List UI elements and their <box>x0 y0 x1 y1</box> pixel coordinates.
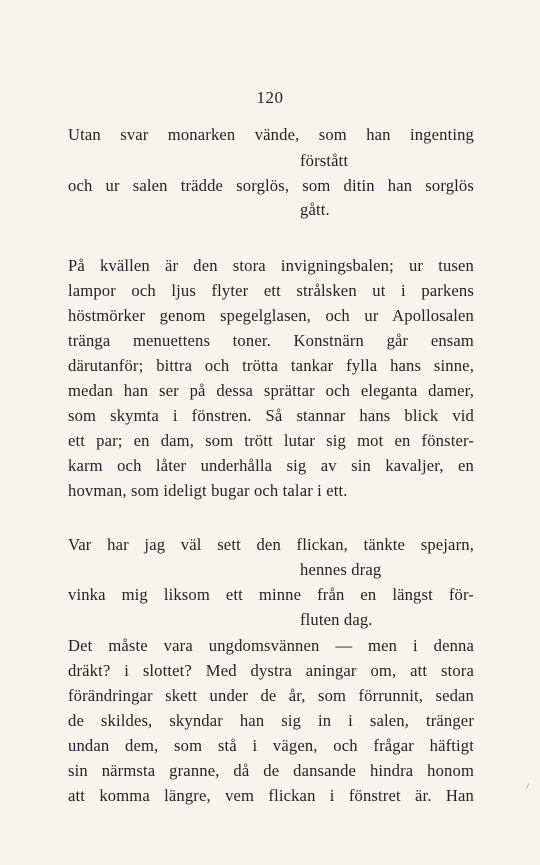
paragraph-line: dräkt? i slottet? Med dystra aningar om, att stora <box>68 661 474 680</box>
paragraph-line: hovman, som ideligt bugar och talar i ett. <box>68 481 348 500</box>
verse-line: och ur salen trädde sorglös, som ditin han sorglös <box>68 176 474 195</box>
verse-line-continuation: gått. <box>300 200 330 219</box>
paragraph-line: undan dem, som stå i vägen, och frågar häftigt <box>68 736 474 755</box>
verse-line: Var har jag väl sett den flickan, tänkte spejarn, <box>68 535 474 554</box>
verse-line-continuation: hennes drag <box>300 560 382 579</box>
paragraph-line: därutanför; bittra och trötta tankar fylla hans sinne, <box>68 356 474 375</box>
paragraph-line: tränga menuettens toner. Konstnärn går ensam <box>68 331 474 350</box>
paragraph-line: som skymta i fönstren. Så stannar hans blick vid <box>68 406 474 425</box>
paragraph-line: att komma längre, vem flickan i fönstret är. Han <box>68 786 474 805</box>
verse-line: Utan svar monarken vände, som han ingenting <box>68 125 474 144</box>
paragraph-line: Det måste vara ungdomsvännen — men i denna <box>68 636 474 655</box>
paragraph-line: ett par; en dam, som trött lutar sig mot en fönster- <box>68 431 474 450</box>
paragraph-line: höstmörker genom spegelglasen, och ur Apollosalen <box>68 306 474 325</box>
paragraph-line: förändringar skett under de år, som förrunnit, sedan <box>68 686 474 705</box>
paper-speck <box>526 783 533 791</box>
verse-line-continuation: fluten dag. <box>300 610 373 629</box>
verse-line-continuation: förstått <box>300 151 349 170</box>
paragraph-line: de skildes, skyndar han sig in i salen, tränger <box>68 711 474 730</box>
verse-line: vinka mig liksom ett minne från en längst för- <box>68 585 474 604</box>
paragraph-line: sin närmsta granne, då de dansande hindra honom <box>68 761 474 780</box>
paragraph-line: lampor och ljus flyter ett strålsken ut i parkens <box>68 281 474 300</box>
paragraph-line: karm och låter underhålla sig av sin kavaljer, en <box>68 456 474 475</box>
paragraph-line: medan han ser på dessa sprättar och eleganta damer, <box>68 381 474 400</box>
paragraph-line: På kvällen är den stora invigningsbalen; ur tusen <box>68 256 474 275</box>
page-number: 120 <box>256 88 284 107</box>
